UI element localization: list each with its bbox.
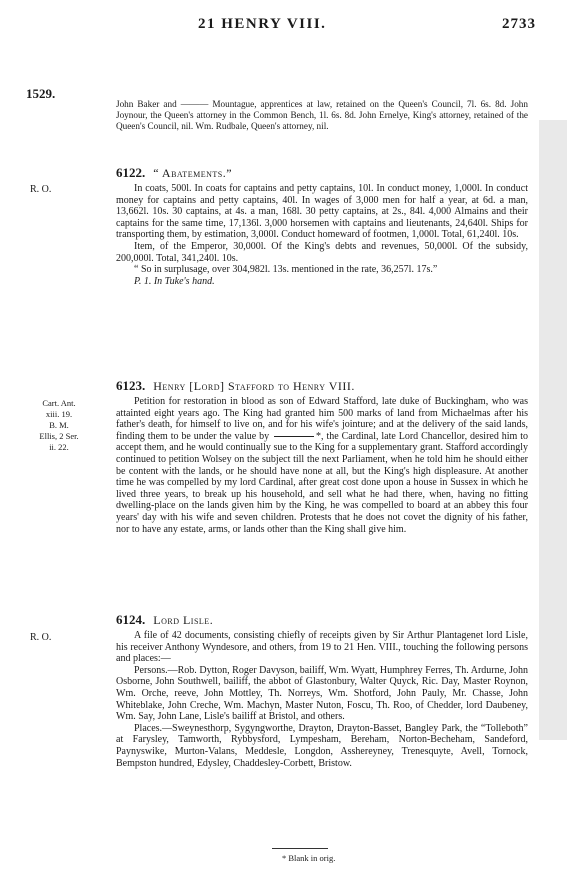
- year-marker: 1529.: [26, 86, 56, 101]
- running-head-title: 21 HENRY VIII.: [198, 16, 327, 32]
- entry-number: 6123.: [116, 378, 146, 393]
- footnote: * Blank in orig.: [282, 853, 336, 863]
- entry-number: 6124.: [116, 612, 146, 627]
- source-line: xiii. 19.: [45, 409, 73, 419]
- entry-title: Lord Lisle.: [153, 613, 214, 627]
- entry-title: Henry [Lord] Stafford to Henry VIII.: [153, 379, 355, 393]
- paragraph: Item, of the Emperor, 30,000l. Of the King's debts and revenues, 50,000l. Of the subsidy, 200,000l. Total, 341,240l. 10s.: [116, 240, 528, 264]
- entry-title: “ Abatements.”: [153, 166, 233, 180]
- source-line: ii. 22.: [49, 442, 69, 452]
- edge-watermark: [539, 120, 567, 740]
- continuation-paragraph: [116, 99, 528, 132]
- paragraph: Persons.—Rob. Dytton, Roger Davyson, bailiff, Wm. Wyatt, Humphrey Ferres, Th. Ardurne, John Osborne, John Southwell, bailiff, the abbot of Glastonbury, Walter Quyck, Ric. Day, Master Roynon, Wm. Orche, reeve, John Mottley, Th. Norreys, Wm. Shotford, John Pauly, Mr. Chasse, John Whiteblake, John Creche, Wm. Machyn, Master Nuton, Foscu, Th. Roo, of Chedder, lord Daubeney, Wm. Say, John Lane, Lisle's bailiff at Bristol, and others.: [116, 664, 528, 723]
- entry-6123-heading: [116, 378, 355, 394]
- entry-6122-heading: [116, 165, 232, 181]
- paragraph-note: P. 1. In Tuke's hand.: [134, 275, 215, 287]
- paragraph: [116, 396, 528, 535]
- continuation-text: John Baker and ——— Mountague, apprentices at law, retained on the Queen's Council, 7l. 6s. 8d. John Joynour, the Queen's attorney in the Common Bench, 1l. 6s. 8d. John Ernelye, King's attorney, retained of the Queen's Council, nil. Wm. Rudbale, Queen's attorney, nil.: [116, 99, 528, 131]
- source-line: Cart. Ant.: [42, 398, 76, 408]
- paragraph: In coats, 500l. In coats for captains and petty captains, 10l. In conduct money, 1,000l. In conduct money for captains and petty captains, 40l. In wages of 3,000 men for half a year, at 6d. a man, 13,662l. 10s. 30 captains, at 4s. a man, 168l. 30 petty captains, at 2s., 84l. 4,000 Almains and their captains for the same time, 17,136l. 3,000 horsemen with captains and lieutenants, 24,640l. Ships for transporting them, by estimation, 3,000l. Conduct homeward of footmen, 1,000l. Total, 61,240l. 10s.: [116, 183, 528, 241]
- entry-6124-source: R. O.: [30, 632, 52, 643]
- paragraph: Places.—Sweynesthorp, Sygyngworthe, Drayton, Drayton-Basset, Bangley Park, the “Tolleboth” at Farysley, Tamworth, Rybbysford, Lympesham, Bereham, Norton-Becheham, Sandeford, Paynyswike, Murton-Valans, Meddesle, Longdon, Asshereyney, Trenesquyte, Avell, Tornock, Bempston hundred, Edysley, Chaddesley-Corbett, Bristow.: [116, 722, 528, 769]
- source-line: Ellis, 2 Ser.: [39, 431, 79, 441]
- petition-text-after: *, the Cardinal, late Lord Chancellor, desired him to accept them, and he would continually sue to the King for a supplementary grant. Stafford accordingly continued to petition Wolsey on the subject till the next Parliament, when he told him he should either be content with the lands, or he should have none at all, but the King's high displeasure. At another time he was compelled by my lord Cardinal, after great cost done upon a house in Sussex in which he lived three years, to break up his household, and sell what he had there, when, having no fitting dwelling-place on the lands given him by the King, he was compelled to board at an abbey this four years' day with his wife and seven children. Protests that he does not covet the dignity of his father, nor to have any estate, arms, or lands other than the King shall give him.: [116, 430, 529, 535]
- entry-6124-heading: [116, 612, 213, 628]
- entry-6124-body: [116, 630, 528, 769]
- entry-6123-body: [116, 396, 528, 535]
- footnote-rule: [272, 848, 328, 849]
- paragraph: “ So in surplusage, over 304,982l. 13s. mentioned in the rate, 36,257l. 17s.”: [134, 264, 438, 276]
- page-number: 2733: [502, 16, 536, 32]
- entry-6122-source: R. O.: [30, 184, 52, 195]
- entry-number: 6122.: [116, 165, 146, 180]
- entry-6123-source: [24, 398, 94, 453]
- source-line: B. M.: [49, 420, 69, 430]
- blank-line: [274, 436, 314, 437]
- petition-text-before: Petition for restoration in blood as son of Edward Stafford, late duke of Buckingham, who was attainted eight years ago. The King had granted him 500 marks of land from Michaelmas after his father's death, for himself to live on, and for his wife's jointure; and at the delivery of the said lands, finding them to be under the value by: [116, 396, 528, 442]
- paragraph: A file of 42 documents, consisting chiefly of receipts given by Sir Arthur Plantagenet lord Lisle, his receiver Anthony Wyndesore, and others, from 19 to 21 Hen. VIII., touching the following persons and places:—: [116, 630, 528, 665]
- entry-6122-body: [116, 183, 528, 287]
